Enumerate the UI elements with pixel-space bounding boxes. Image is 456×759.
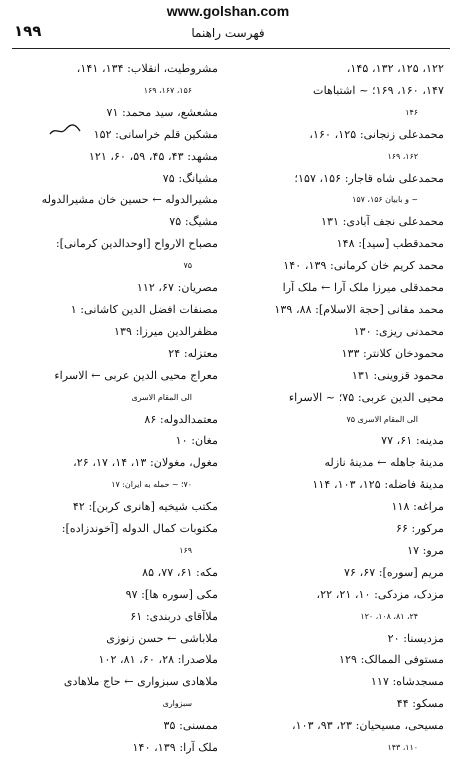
index-entry-line: ملاهادی سبزواری ← حاج ملاهادی <box>63 675 218 689</box>
index-entry-line: ۱۶۹ <box>179 545 192 555</box>
index-entry-line: مظفرالدین میرزا: ۱۳۹ <box>114 324 218 338</box>
index-entry-line: مشهد: ۴۳، ۴۵، ۵۹، ۶۰، ۱۲۱ <box>88 149 218 163</box>
index-entry-line: ملک آرا: ۱۳۹، ۱۴۰ <box>132 741 218 755</box>
index-entry-line: ۲۴، ۸۱، ۱۰۸، ۱۲۰ <box>360 611 418 621</box>
index-entry-line: مریم [سوره]: ۶۷، ۷۶ <box>344 565 444 579</box>
index-entry-line: محمودخان کلانتر: ۱۳۳ <box>341 346 444 360</box>
index-entry-line: ۷۰؛ ~ حمله به ایران: ۱۷ <box>111 480 192 490</box>
index-entry-line: ۱۱۰، ۱۴۳ <box>387 743 418 753</box>
index-entry-line: مزدک، مزدکی: ۱۰، ۲۱، ۲۲، <box>316 587 444 601</box>
index-entry-line: مکتوبات کمال الدوله [آخوندزاده]: <box>61 522 218 536</box>
index-entry-line: محمدعلی نجف آبادی: ۱۳۱ <box>320 215 444 229</box>
index-entry-line: ملاباشی ← حسن زنوزی <box>106 631 218 645</box>
index-entry-line: مصنفات افضل الدین کاشانی: ۱ <box>70 302 218 316</box>
index-entry-line: مدینهٔ فاضله: ۱۲۵، ۱۰۳، ۱۱۴ <box>312 478 444 492</box>
index-entry-line: ملاآقای دربندی: ۶۱ <box>130 609 218 623</box>
index-column-left <box>12 58 218 755</box>
index-entry-line: مرکور: ۶۶ <box>395 522 444 536</box>
index-entry-line: محمود قزوینی: ۱۳۱ <box>351 368 444 382</box>
index-entry-line: محمد کریم خان کرمانی: ۱۳۹، ۱۴۰ <box>283 259 444 273</box>
index-entry-line: مسیحی، مسیحیان: ۲۳، ۹۳، ۱۰۳، <box>291 719 444 733</box>
index-entry-line: ملاصدرا: ۲۸، ۶۰، ۸۱، ۱۰۲ <box>98 653 218 667</box>
index-entry-line: محمد مقانی [حجة الاسلام]: ۸۸، ۱۳۹ <box>274 302 444 316</box>
index-entry-line: ۷۵ <box>183 261 192 271</box>
index-entry-line: محیی الدین عربی: ۷۵؛ ~ الاسراء <box>288 390 444 404</box>
index-entry-line: مصباح الارواح [اوحدالدین کرمانی]: <box>55 237 218 251</box>
index-column-right <box>238 58 444 753</box>
index-entry-line: ممسنی: ۳۵ <box>163 719 218 733</box>
index-entry-line: مشیرالدوله ← حسین خان مشیرالدوله <box>41 193 218 207</box>
index-entry-line: مکی [سوره ها]: ۹۷ <box>125 587 218 601</box>
index-entry-line: ۱۵۶، ۱۶۷، ۱۶۹ <box>143 85 192 95</box>
index-entry-line: مسجدشاه: ۱۱۷ <box>370 675 444 689</box>
index-entry-line: محمدعلی شاه قاجار: ۱۵۶، ۱۵۷؛ <box>294 171 444 185</box>
index-entry-line: الی المقام الاسری ۷۵ <box>346 414 418 424</box>
index-entry-line: مشکین قلم خراسانی: ۱۵۲ <box>93 127 218 141</box>
index-entry-line: مغول، مغولان: ۱۳، ۱۴، ۱۷، ۲۶، <box>73 456 218 470</box>
index-entry-line: مشروطیت، انقلاب: ۱۳۴، ۱۴۱، <box>76 62 218 75</box>
handwritten-mark <box>48 122 82 138</box>
running-head: فهرست راهنما <box>191 26 265 40</box>
index-entry-line: ۱۶۲، ۱۶۹ <box>387 151 418 161</box>
index-entry-line: معراج محیی الدین عربی ← الاسراء <box>54 368 218 382</box>
index-entry-line: مدینه: ۶۱، ۷۷ <box>381 434 444 448</box>
index-entry-line: سبزواری <box>162 699 192 709</box>
index-entry-line: مسکو: ۴۴ <box>396 697 444 711</box>
index-entry-line: مراغه: ۱۱۸ <box>391 500 444 514</box>
index-entry-line: مشیگ: ۷۵ <box>169 215 218 229</box>
header-rule <box>12 48 450 49</box>
index-entry-line: الی المقام الاسری <box>131 392 192 402</box>
index-entry-line: محمدقلی میرزا ملک آرا ← ملک آرا <box>282 281 444 295</box>
index-entry-line: معتزله: ۲۴ <box>168 346 218 360</box>
index-entry-line: محمدنی ریزی: ۱۳۰ <box>353 324 444 338</box>
index-entry-line: ۱۴۶ <box>405 107 418 117</box>
index-entry-line: مدینهٔ جاهله ← مدینهٔ نازله <box>324 456 444 470</box>
index-entry-line: مشعشع، سید محمد: ۷۱ <box>106 105 218 119</box>
page-number: ۱۹۹ <box>14 22 42 40</box>
index-entry-line: مشیانگ: ۷۵ <box>162 171 218 185</box>
index-entry-line: مغان: ۱۰ <box>175 434 218 448</box>
index-entry-line: مستوفی الممالک: ۱۲۹ <box>339 653 444 667</box>
index-entry-line: محمدعلی زنجانی: ۱۲۵، ۱۶۰، <box>309 127 444 141</box>
index-entry-line: مصریان: ۶۷، ۱۱۲ <box>136 281 218 295</box>
index-entry-line: مزدیسنا: ۲۰ <box>387 631 444 645</box>
index-entry-line: ~ و بابیان ۱۵۶، ۱۵۷ <box>352 195 418 205</box>
index-entry-line: محمدقطب [سید]: ۱۴۸ <box>336 237 444 251</box>
index-entry-line: ۱۲۲، ۱۲۵، ۱۳۲، ۱۴۵، <box>346 62 444 75</box>
index-entry-line: ۱۴۷، ۱۶۰، ۱۶۹؛ ~ اشتباهات <box>313 83 444 97</box>
site-url: www.golshan.com <box>166 3 290 19</box>
index-entry-line: مرو: ۱۷ <box>407 543 444 557</box>
index-entry-line: مکتب شیخیه [هانری کربن]: ۴۲ <box>72 500 218 514</box>
index-entry-line: مکه: ۶۱، ۷۷، ۸۵ <box>142 565 218 579</box>
index-entry-line: معتمدالدوله: ۸۶ <box>144 412 218 426</box>
